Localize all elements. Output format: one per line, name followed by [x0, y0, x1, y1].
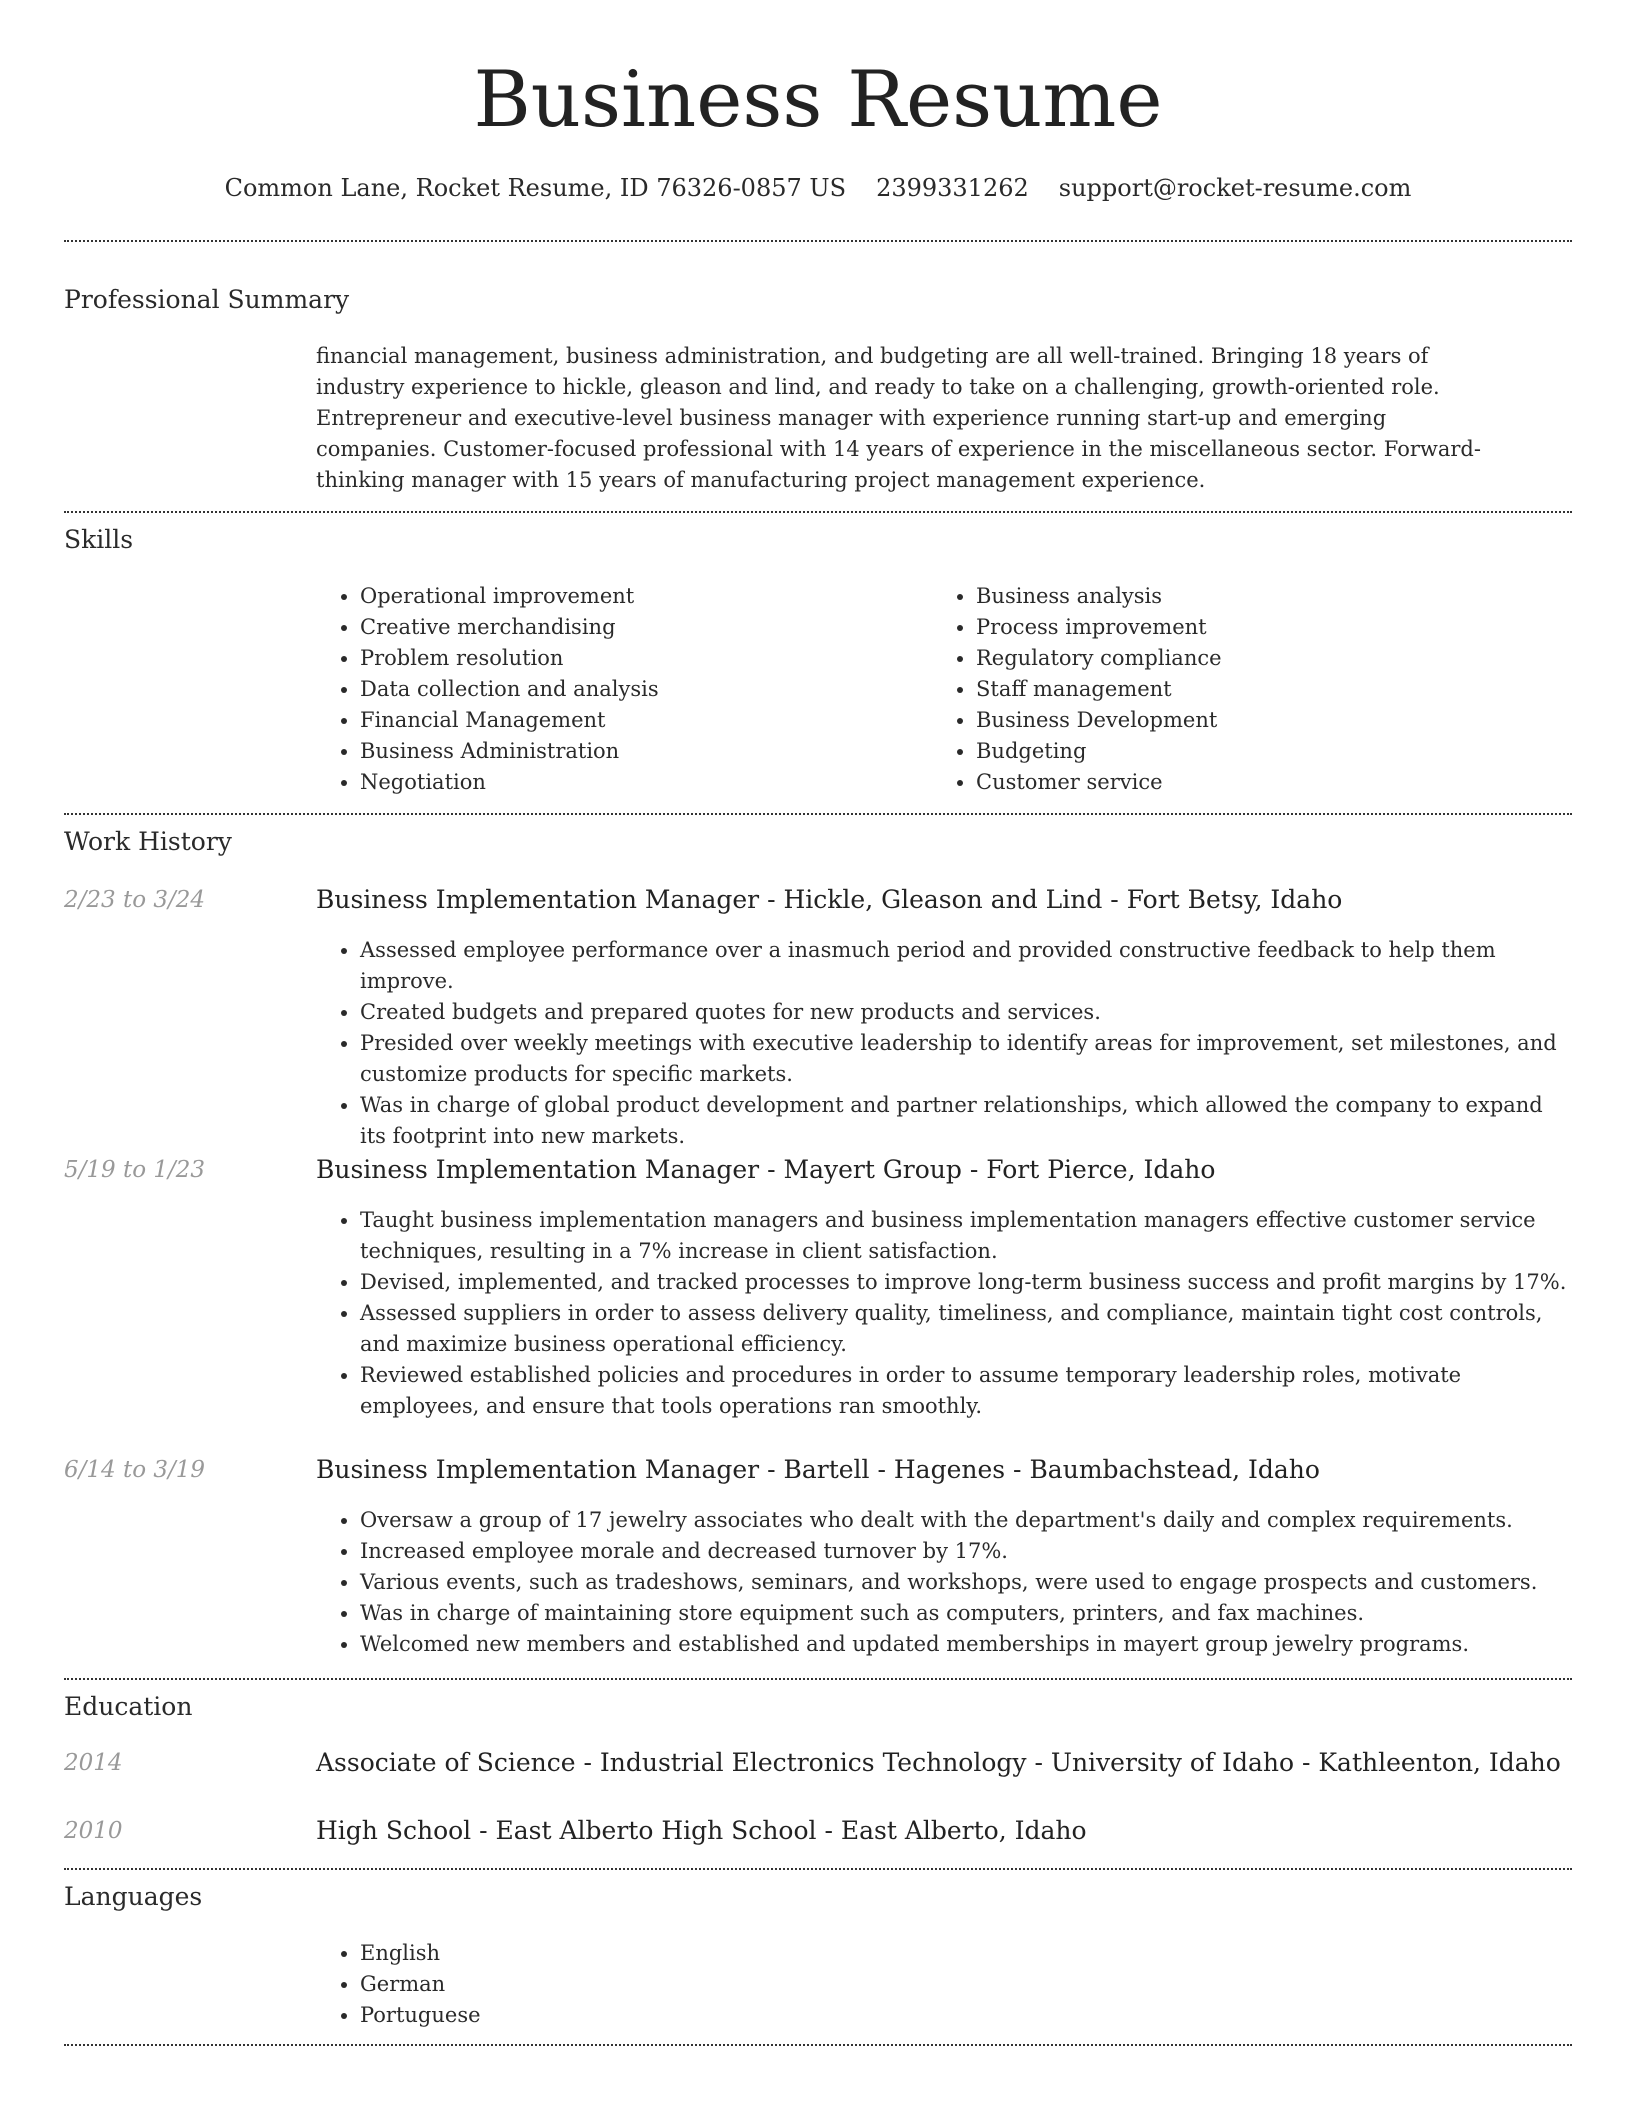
education-entry: High School - East Alberto High School - East Alberto, Idaho [316, 1816, 1087, 1845]
phone: 2399331262 [876, 174, 1029, 202]
skill-item: • Negotiation [360, 767, 920, 798]
skill-item: • Business Administration [360, 736, 920, 767]
contact-line [64, 172, 1572, 204]
education-year: 2010 [64, 1818, 123, 1844]
job-bullet: • Was in charge of global product development and partner relationships, which allowed the company to expand its footprint into new markets. [360, 1090, 1572, 1152]
divider [64, 1678, 1572, 1680]
skill-item: • Customer service [976, 767, 1536, 798]
job-bullets [316, 1505, 1572, 1660]
skill-item: • Creative merchandising [360, 612, 920, 643]
skill-item: • Data collection and analysis [360, 674, 920, 705]
job-bullet: • Taught business implementation managers and business implementation managers effective customer service techniques, resulting in a 7% increase in client satisfaction. [360, 1205, 1572, 1267]
languages-heading: Languages [64, 1882, 203, 1911]
skill-item: • Operational improvement [360, 581, 920, 612]
job-bullet: • Increased employee morale and decreased turnover by 17%. [360, 1536, 1572, 1567]
languages-list [316, 1938, 960, 2031]
education-entry: Associate of Science - Industrial Electronics Technology - University of Idaho - Kathleenton, Idaho [316, 1748, 1561, 1777]
language-item: • German [360, 1969, 960, 2000]
resume-title: Business Resume [473, 55, 1163, 145]
address: Common Lane, Rocket Resume, ID 76326-0857 US [224, 174, 847, 202]
job-title: Business Implementation Manager - Hickle, Gleason and Lind - Fort Betsy, Idaho [316, 885, 1343, 914]
job-bullet: • Presided over weekly meetings with executive leadership to identify areas for improvement, set milestones, and customize products for specific markets. [360, 1028, 1572, 1090]
job-dates: 2/23 to 3/24 [64, 887, 206, 913]
summary-heading: Professional Summary [64, 285, 350, 314]
job-bullet: • Created budgets and prepared quotes for new products and services. [360, 997, 1572, 1028]
job-bullet: • Was in charge of maintaining store equipment such as computers, printers, and fax machines. [360, 1598, 1572, 1629]
skill-item: • Problem resolution [360, 643, 920, 674]
job-bullet: • Various events, such as tradeshows, seminars, and workshops, were used to engage prospects and customers. [360, 1567, 1572, 1598]
job-bullets [316, 935, 1572, 1152]
job-title: Business Implementation Manager - Mayert Group - Fort Pierce, Idaho [316, 1155, 1216, 1184]
education-heading: Education [64, 1692, 193, 1721]
skill-item: • Budgeting [976, 736, 1536, 767]
skill-item: • Business analysis [976, 581, 1536, 612]
skills-heading: Skills [64, 525, 134, 554]
job-dates: 6/14 to 3/19 [64, 1457, 206, 1483]
summary-text: financial management, business administration, and budgeting are all well-trained. Bringing 18 years of industry experience to hickle, gleason and lind, and ready to take on a challenging, growth-oriented role. Entrepreneur and executive-level business manager with experience running start-up and emerging companies. Customer-focused professional with 14 years of experience in the miscellaneous sector. Forward-thinking manager with 15 years of manufacturing project management experience. [316, 344, 1481, 492]
skills-list-left [316, 581, 920, 798]
job-bullet: • Welcomed new members and established and updated memberships in mayert group jewelry programs. [360, 1629, 1572, 1660]
job-bullets [316, 1205, 1572, 1422]
skill-item: • Regulatory compliance [976, 643, 1536, 674]
job-bullet: • Reviewed established policies and procedures in order to assume temporary leadership roles, motivate employees, and ensure that tools operations ran smoothly. [360, 1360, 1572, 1422]
divider [64, 511, 1572, 513]
skill-item: • Business Development [976, 705, 1536, 736]
skill-item: • Process improvement [976, 612, 1536, 643]
language-item: • Portuguese [360, 2000, 960, 2031]
job-bullet: • Devised, implemented, and tracked processes to improve long-term business success and profit margins by 17%. [360, 1267, 1572, 1298]
skill-item: • Financial Management [360, 705, 920, 736]
divider [64, 813, 1572, 815]
job-bullet: • Assessed employee performance over a inasmuch period and provided constructive feedback to help them improve. [360, 935, 1572, 997]
work-heading: Work History [64, 827, 232, 856]
education-year: 2014 [64, 1750, 123, 1776]
skill-item: • Staff management [976, 674, 1536, 705]
email: support@rocket-resume.com [1058, 174, 1412, 202]
job-bullet: • Assessed suppliers in order to assess delivery quality, timeliness, and compliance, maintain tight cost controls, and maximize business operational efficiency. [360, 1298, 1572, 1360]
divider [64, 1868, 1572, 1870]
job-bullet: • Oversaw a group of 17 jewelry associates who dealt with the department's daily and complex requirements. [360, 1505, 1572, 1536]
divider [64, 240, 1572, 242]
divider [64, 2044, 1572, 2046]
job-dates: 5/19 to 1/23 [64, 1157, 206, 1183]
skills-list-right [932, 581, 1536, 798]
job-title: Business Implementation Manager - Bartell - Hagenes - Baumbachstead, Idaho [316, 1455, 1320, 1484]
language-item: • English [360, 1938, 960, 1969]
